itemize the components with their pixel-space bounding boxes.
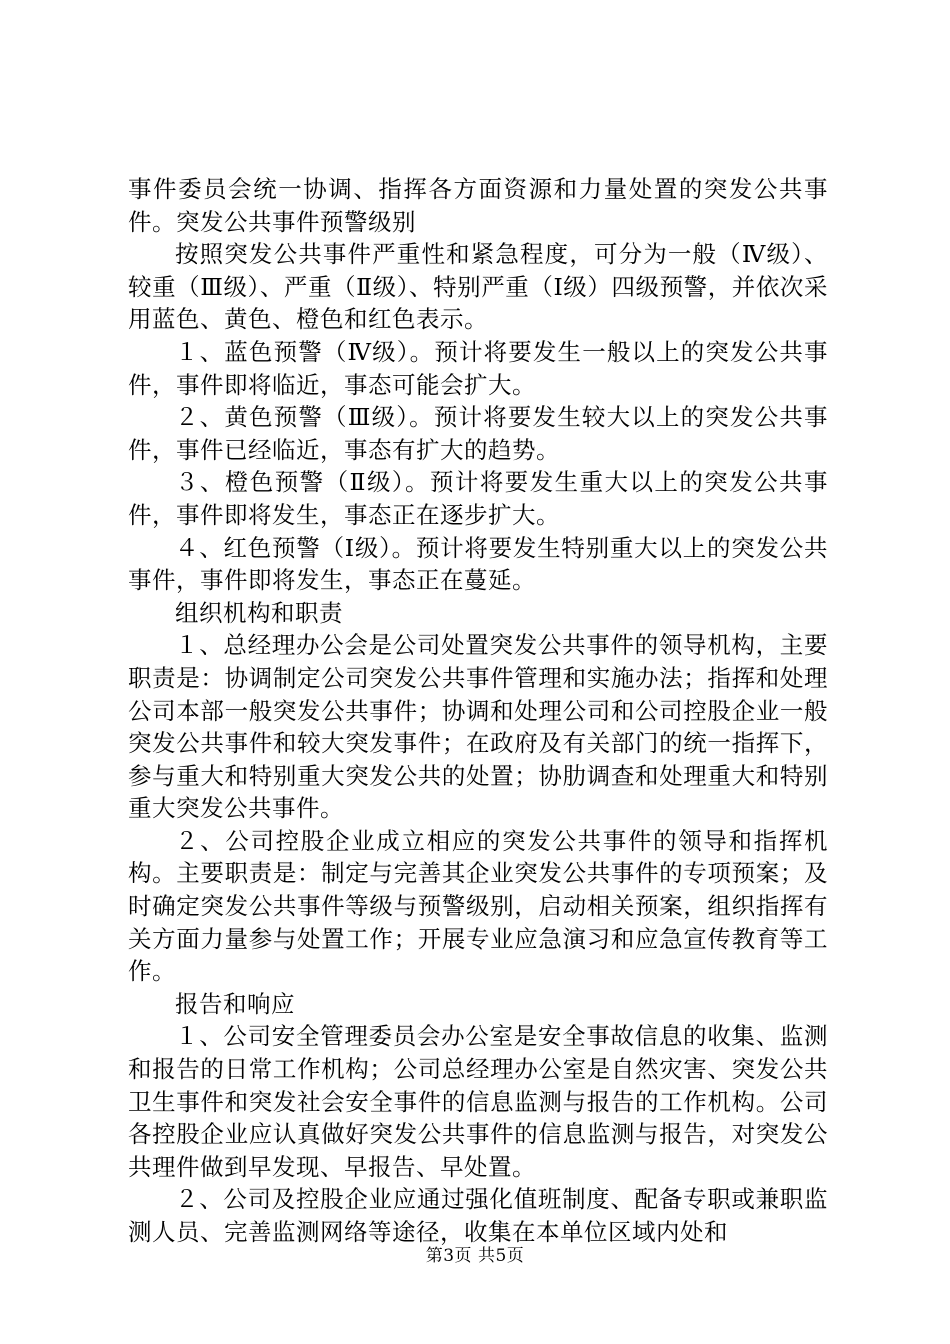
paragraph-report-2: ２、公司及控股企业应通过强化值班制度、配备专职或兼职监测人员、完善监测网络等途径，收集在本单位区域内处和 — [128, 1185, 828, 1246]
paragraph-org-2: ２、公司控股企业成立相应的突发公共事件的领导和指挥机构。主要职责是：制定与完善其企业突发公共事件的专项预案；及时确定突发公共事件等级与预警级别，启动相关预案，组织指挥有关方面力量参与处置工作；开展专业应急演习和应急宣传教育等工作。 — [128, 826, 828, 986]
section-heading-organization: 组织机构和职责 — [175, 598, 343, 627]
document-body — [128, 173, 828, 1249]
paragraph-report-1: １、公司安全管理委员会办公室是安全事故信息的收集、监测和报告的日常工作机构；公司总经理办公室是自然灾害、突发公共卫生事件和突发社会安全事件的信息监测与报告的工作机构。公司各控股企业应认真做好突发公共事件的信息监测与报告，对突发公共理件做到早发现、早报告、早处置。 — [128, 1022, 828, 1181]
paragraph-yellow-warning: ２、黄色预警（Ⅲ级）。预计将要发生较大以上的突发公共事件，事件已经临近，事态有扩大的趋势。 — [128, 403, 828, 464]
paragraph-org-1: １、总经理办公会是公司处置突发公共事件的领导机构，主要职责是：协调制定公司突发公共事件管理和实施办法；指挥和处理公司本部一般突发公共事件；协调和处理公司和公司控股企业一般突发公共事件和较大突发事件；在政府及有关部门的统一指挥下，参与重大和特别重大突发公共的处置；协肋调查和处理重大和特别重大突发公共事件。 — [128, 631, 828, 823]
page-footer: 第3页 共5页 — [425, 1246, 525, 1266]
section-heading-report: 报告和响应 — [175, 989, 295, 1018]
paragraph-continuation: 事件委员会统一协调、指挥各方面资源和力量处置的突发公共事件。突发公共事件预警级别 — [128, 175, 828, 236]
paragraph-orange-warning: ３、橙色预警（Ⅱ级）。预计将要发生重大以上的突发公共事件，事件即将发生，事态正在逐步扩大。 — [128, 468, 828, 529]
paragraph-blue-warning: １、蓝色预警（Ⅳ级）。预计将要发生一般以上的突发公共事件，事件即将临近，事态可能会扩大。 — [128, 337, 828, 399]
paragraph-red-warning: ４、红色预警（Ⅰ级）。预计将要发生特别重大以上的突发公共事件，事件即将发生，事态正在蔓延。 — [128, 533, 828, 595]
paragraph-warning-levels: 按照突发公共事件严重性和紧急程度，可分为一般（Ⅳ级）、较重（Ⅲ级）、严重（Ⅱ级）、特别严重（Ⅰ级）四级预警，并依次采用蓝色、黄色、橙色和红色表示。 — [128, 240, 828, 334]
